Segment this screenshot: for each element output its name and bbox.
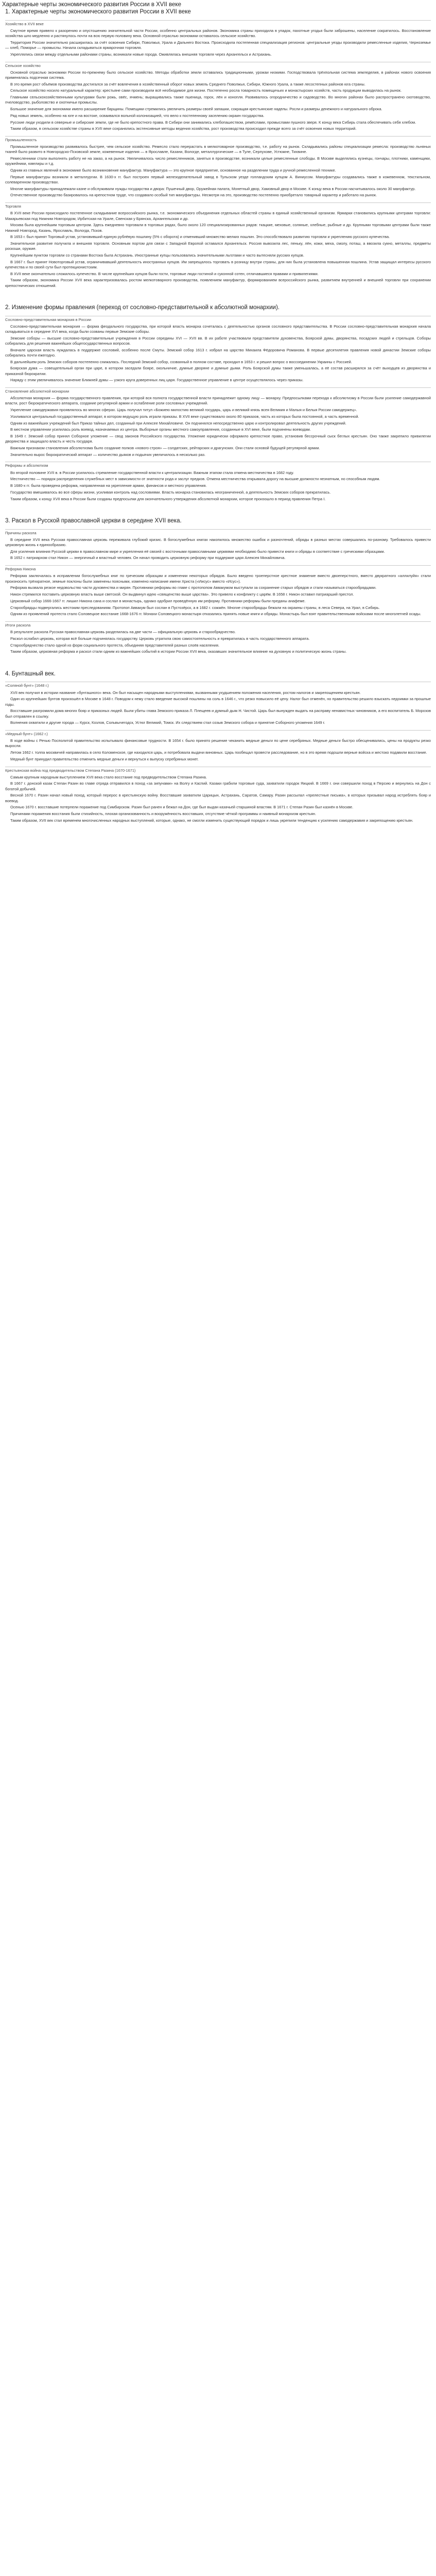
paragraph: Летом 1662 г. толпа москвичей направилась в село Коломенское, где находился царь, и потребовала выдачи виновных. Царь пообещал провести расследование, но в это время подошли верные войска и жестоко подавили восстание. [10,750,427,755]
section [5,767,431,828]
paragraph: Важным признаком становления абсолютизма было создание полков «нового строя» — солдатских, рейтарских и драгунских. Они стали основой будущей регулярной армии. [10,445,320,450]
paragraph: Местничество — порядок распределения служебных мест в зависимости от знатности рода и заслуг предков. Отмена местничества открывала дорогу на высшие должности незнатным, но способным людям. [10,477,380,482]
page-title: Характерные черты экономического развития России в XVII веке [2,2,181,8]
paragraph: Таким образом, церковная реформа и раскол стали одним из важнейших событий в истории России XVII века, оказавших значительное влияние на духовную и политическую жизнь страны. [10,649,347,654]
paragraph: Раскол ослабил церковь, которая всё больше подчинялась государству. Церковь утратила свою самостоятельность и превратилась в часть государственного аппарата. [10,636,310,641]
paragraph: Самым крупным народным выступлением XVII века стало восстание под предводительством Степана Разина. [10,774,207,779]
chapter-title: 3. Раскол в Русской православной церкви в середине XVII века. [5,518,182,524]
chapter-block [2,304,434,506]
paragraph: Крупнейшим пунктом торговли со странами Востока была Астрахань. Иностранные купцы пользовались значительными льготами и часто вытесняли русских купцов. [10,252,304,258]
section-heading: Сословно-представительная монархия в России [5,317,91,322]
paragraph: Одним из важнейших учреждений был Приказ тайных дел, созданный при Алексее Михайловиче. Он подчинялся непосредственно царю и контролировал деятельность других учреждений. [10,420,346,426]
paragraph: Вначале царская власть нуждалась в поддержке сословий, особенно после Смуты. Земский собор 1613 г. избрал на царство Михаила Фёдоровича Романова. В первые десятилетия правления новой династии Земские соборы собирались почти ежегодно. [5,347,431,358]
section [5,387,431,462]
paragraph: Весной 1670 г. Разин начал новый поход, который перерос в крестьянскую войну. Восставшие захватили Царицын, Астрахань, Саратов, Самару. Разин рассылал «прелестные письма», в которых призывал народ истреблять бояр и воевод. [5,793,431,803]
section [5,565,431,621]
section [5,529,431,566]
paragraph: В 1649 г. Земский собор принял Соборное уложение — свод законов Российского государства. Уложение юридически оформило крепостное право, установив бессрочный сыск беглых крестьян. Оно также закрепило привилегии дворянства и защищало власть и честь государя. [5,434,431,444]
paragraph: В середине XVII века Русская православная церковь переживала глубокий кризис. В богослужебных книгах накопилось множество ошибок и разночтений, обряды в разных местах совершались по-разному. Требовалось привести церковную жизнь к единообразию. [5,537,431,548]
paragraph: В это время рост объёмов производства достигался за счёт вовлечения в хозяйственный оборот новых земель Среднего Поволжья, Сибири, Южного Урала, а также лесостепных районов юга страны. [10,81,365,87]
paragraph: Большое значение для экономики имело расширение барщины. Помещики стремились увеличить размеры своей запашки, сокращая крестьянские наделы. Росли и размеры денежного и натурального оброка. [10,107,382,112]
paragraph: В XVII веке России происходило постепенное складывание всероссийского рынка, т.е. экономического объединения отдельных областей страны в единый хозяйственный организм. Ярмарки становились крупными центрами торговли: Макарьевская под Нижним Новгородом, Ирбитская на Урале, Свенская у Брянска, Архангельская и др. [5,211,431,221]
paragraph: В результате раскола Русская православная церковь разделилась на две части — официальную церковь и старообрядчество. [10,630,236,635]
chapter-title: 2. Изменение формы правления (переход от сословно-представительной к абсолютной монархии). [5,304,280,311]
section [5,62,431,136]
section-heading: Реформы и абсолютизм [5,463,48,468]
paragraph: Значительно вырос бюрократический аппарат — количество дьяков и подьячих увеличилось в несколько раз. [10,452,206,457]
paragraph: Ряд новых земель, особенно на юге и на востоке, осваивался вольной колонизацией, что вело к постепенному заселению окраин государства. [10,113,265,118]
paragraph: В 1680-х гг. была проведена реформа, направленная на укрепление армии, финансов и местного управления. [10,483,207,488]
paragraph: В дальнейшем роль Земских соборов постепенно снижалась. Последний Земский собор, созванный в полном составе, проходил в 1653 г. и решил вопрос о воссоединении Украины с Россией. [10,359,352,364]
section [5,682,431,730]
paragraph: Для усиления влияния Русской церкви в православном мире и укрепления её связей с восточными православными церквями необходимо было привести книги и обряды в соответствие с греческими образцами. [10,549,385,554]
section-heading: Реформа Никона [5,567,36,572]
section [5,462,431,506]
paragraph: Укрепление самодержавия проявлялось во многих сферах. Царь получал титул «Божиею милостию великий государь, царь и великий князь всея Великия и Малыя и Белыя России самодержец». [10,408,357,413]
paragraph: Во второй половине XVII в. в России усилилось стремление государственной власти к централизации. Важным этапом стала отмена местничества в 1682 году. [10,470,294,475]
paragraph: Многие мануфактуры принадлежали казне и обслуживали нужды государства и двора: Пушечный двор, Оружейная палата, Монетный двор, Хамовный двор в Москве. К концу века в России насчитывалось около 30 мануфактур. [10,186,416,191]
paragraph: Реформа вызвала резкое недовольство части духовенства и мирян. Противники реформы во главе с протопопом Аввакумом выступали за сохранение старых обрядов и стали называться старообрядцами. [10,585,377,590]
section-heading: «Медный бунт» (1662 г.) [5,731,48,736]
paragraph: Земские соборы — высшие сословно-представительные учреждения в России середины XVI — XVII вв. В их работе участвовали представители духовенства, Боярской думы, дворянства, посадских людей и стрельцов. Соборы собирались для решения важнейших общегосударственных вопросов. [5,335,431,346]
paragraph: В 1667 г. донской казак Степан Разин во главе отряда отправился в поход «за зипунами» на Волгу и Каспий. Казаки грабили торговые суда, захватили городок Яицкий. В 1669 г. они совершили поход в Персию и вернулись на Дон с богатой добычей. [5,781,431,791]
section [5,730,431,767]
paragraph: Территория России значительно расширилась за счёт освоения Сибири, Поволжья, Урала и Дальнего Востока. Происходила постепенная специализация регионов: центральные уезды производили ремесленные изделия, Черноземье — хлеб, Поморье — промыслы. Начала складываться ярмарочная торговля. [5,40,431,50]
section-heading: Итоги раскола [5,622,31,628]
paragraph: Старообрядцы подвергались жестоким преследованиям. Протопоп Аввакум был сослан в Пустозёрск, а в 1682 г. сожжён. Многие старообрядцы бежали на окраины страны, в леса Севера, на Урал, в Сибирь. [10,605,380,610]
paragraph: Медный бунт принудил правительство отменить медные деньги и вернуться к выпуску серебряных монет. [10,756,199,761]
paragraph: В местном управлении усилилась роль воевод, назначаемых из центра. Выборные органы местного самоуправления, созданные в XVI веке, были подчинены воеводам. [10,427,311,432]
paragraph: Никон стремился поставить церковную власть выше светской. Он выдвинул идею «священство выше царства». Это привело к конфликту с царём. В 1658 г. Никон оставил патриарший престол. [10,592,354,597]
paragraph: Промышленное производство развивалось быстрее, чем сельское хозяйство. Ремесло стало перерастать в мелкотоварное производство, т.е. работу на рынок. Складывались районы специализации ремесла: производство льняных тканей было развито в Новгородско-Псковской земле, кожевенные изделия — в Ярославле, Казани, Вологде, металлургические — в Туле, Серпухове, Устюжне, Тихвине. [5,144,431,155]
paragraph: Причинами поражения восстания были стихийность, плохая организованность и вооружённость восставших, отсутствие чёткой программы и наивный монархизм крестьян. [10,811,317,817]
chapter-title: 1. Характерные черты экономического развития России в XVII веке [5,9,191,15]
paragraph: Усиливался центральный государственный аппарат, в котором ведущую роль играли приказы. В XVII веке существовало около 80 приказов, часть из которых была постоянной, а часть временной. [10,414,359,419]
paragraph: Одним из проявлений протеста стало Соловецкое восстание 1668-1676 гг. Монахи Соловецкого монастыря отказались принять новые книги и обряды. Монастырь был взят правительственными войсками после многолетней осады. [10,612,422,617]
section-heading: Причины раскола [5,530,37,535]
paragraph: Осенью 1670 г. восставшие потерпели поражение под Симбирском. Разин был ранен и бежал на Дон, где был выдан казачьей старшиной властям. В 1671 г. Степан Разин был казнён в Москве. [10,805,354,810]
paragraph: Москва была крупнейшим торговым центром. Здесь ежедневно торговали в торговых рядах, было около 120 специализированных рядов: ткацкие, меховые, соляные, хлебные, рыбные и др. Крупными торговыми центрами были также Нижний Новгород, Казань, Ярославль, Вологда, Псков. [5,223,431,233]
section-heading: Торговля [5,204,21,209]
paragraph: Таким образом, экономика России XVII века характеризовалась ростом мелкотоварного производства, появлением мануфактур, формированием всероссийского рынка, развитием внутренней и внешней торговли при сохранении крепостнических отношений. [5,278,431,288]
paragraph: В 1667 г. был принят Новоторговый устав, ограничивавший деятельность иностранных купцов. Им запрещалось торговать в розницу внутри страны, для них была установлена повышенная пошлина. Устав защищал интересы русского купечества и по своей сути был протекционистским. [5,259,431,269]
paragraph: Один из крупнейших бунтов произошёл в Москве в 1648 г. Поводом к нему стало введение высокой пошлины на соль в 1646 г., что резко повысило её цену. Налог был отменён, но правительство решило взыскать недоимки за прошлые годы. [5,697,431,707]
section-heading: Становление абсолютной монархии [5,389,69,394]
paragraph: Волнения охватили и другие города — Курск, Козлов, Сольвычегодск, Устюг Великий, Томск. Их следствием стал созыв Земского собора и принятие Соборного уложения 1649 г. [10,720,325,725]
paragraph: В ходе войны с Речью Посполитой правительство испытывало финансовые трудности. В 1654 г. было принято решение чеканить медные деньги по цене серебряных. Медные деньги быстро обесценивались, цены на продукты резко выросли. [5,738,431,749]
paragraph: Реформа заключалась в исправлении богослужебных книг по греческим образцам и изменении некоторых обрядов. Было введено троеперстное крестное знамение вместо двоеперстного, вместо двукратного «аллилуйя» стали произносить трёхкратное, земные поклоны были заменены поясными, изменено написание имени Христа («Иисус» вместо «Исус»). [5,573,431,584]
paragraph: XVII век получил в истории название «бунташного» века. Он был насыщен народными выступлениями, вызванными ухудшением положения населения, ростом налогов и закрепощением крестьян. [10,690,361,695]
paragraph: Таким образом, в сельском хозяйстве страны в XVII веке сохранялись экстенсивные методы ведения хозяйства, рост производства происходил прежде всего за счёт освоения новых территорий. [10,126,357,131]
paragraph: Боярская дума — совещательный орган при царе, в котором заседали бояре, окольничие, думные дворяне и думные дьяки. Роль Боярской думы также уменьшалась, а её состав расширялся за счёт выходцев из дворянства и приказной бюрократии. [5,366,431,376]
chapter-title: 4. Бунташный век. [5,671,56,677]
section [5,136,431,202]
paragraph: В 1653 г. был принят Торговый устав, установивший единую рублёвую пошлину (5% с оборота) и отменивший множество мелких пошлин. Это способствовало развитию торговли и укреплению русского купечества. [10,234,390,240]
paragraph: Ремесленники стали выполнять работу не на заказ, а на рынок. Увеличивалось число ремесленников, занятых в производстве, возникали целые ремесленные слободы. В Москве выделялись кузнецы, гончары, плотники, каменщики, оружейники, ювелиры и т.д. [5,156,431,166]
paragraph: Сельское хозяйство носило натуральный характер: крестьяне сами производили всё необходимое для жизни. Постепенно росла товарность помещичьих и монастырских хозяйств, часть продукции выводилась на рынок. [10,88,402,93]
paragraph: Основной отраслью экономики России по-прежнему было сельское хозяйство. Методы обработки земли оставались традиционными, урожаи низкими. Господствовала трёхпольная система земледелия, в районах нового освоения применялась подсечная система. [5,70,431,80]
paragraph: Укреплялись связи между отдельными районами страны, возникали новые города. Оживлялась внешняя торговля через Архангельск и Астрахань. [10,52,272,57]
section-heading: Крестьянская война под предводительством Степана Разина (1670-1671) [5,768,136,773]
chapter-block [2,517,434,659]
section-heading: Хозяйство в XVII веке [5,21,44,26]
paragraph: Восставшие разгромили дома многих бояр и приказных людей. Были убиты глава Земского приказа Л. Плещеев и думный дьяк Н. Чистой. Царь был вынужден выдать на расправу ненавистных чиновников, а его воспитатель Б. Морозов был отправлен в ссылку. [5,708,431,719]
paragraph: Первые мануфактуры возникли в металлургии. В 1630-х гг. был построен первый железоделательный завод в Тульском уезде голландским купцом А. Виниусом. Мануфактуры создавались также в кожевенном, текстильном, солеваренном производствах. [5,174,431,184]
section [5,621,431,659]
section-heading: «Соляной бунт» (1648 г.) [5,683,49,688]
paragraph: Таким образом, к концу XVII века в России были созданы предпосылки для окончательного утверждения абсолютной монархии, которое произошло в период правления Петра I. [10,496,326,501]
chapter-block [2,670,434,827]
paragraph: Наряду с этим увеличивалось значение Ближней думы — узкого круга доверенных лиц царя. Государственное управление в центре осуществлялось через приказы. [10,378,304,383]
chapter-block [2,8,434,293]
paragraph: Одним из главных явлений в экономике было возникновение мануфактур. Мануфактура — это крупное предприятие, основанное на разделении труда и ручной ремесленной технике. [10,168,336,173]
section [5,316,431,387]
paragraph: Русские люди уходили в северные и сибирские земли, где не было крепостного права. В Сибири они занимались хлебопашеством, ремёслами, промыслами пушного зверя. К концу века Сибирь стала обеспечивать себя хлебом. [10,120,416,125]
paragraph: Старообрядчество стало одной из форм социального протеста, объединяя представителей разных слоёв населения. [10,642,220,648]
section [5,20,431,62]
section [5,202,431,293]
document-page [0,0,436,828]
paragraph: Отечественное производство базировалось на крепостном труде, что создавало особый тип мануфактуры. Несмотря на это, производство постепенно приобретало товарный характер и работало на рынок. [10,193,377,198]
chapters-container [2,8,434,827]
paragraph: Абсолютная монархия — форма государственного правления, при которой вся полнота государственной власти принадлежит одному лицу — монарху. Предпосылками перехода к абсолютизму в России были усиление самодержавной власти, рост бюрократического аппарата, создание регулярной армии и ослабление роли сословных учреждений. [5,396,431,406]
paragraph: Главными сельскохозяйственными культурами были рожь, овёс, ячмень; выращивались также пшеница, горох, лён и конопля. Развивалось огородничество и садоводство. Во многих районах было распространено скотоводство, пчеловодство, рыболовство и охотничьи промыслы. [5,95,431,105]
section-heading: Промышленность [5,137,37,142]
paragraph: В XVII веке окончательно сложилось купечество. В числе крупнейших купцов были гости, торговые люди гостиной и суконной сотен, отличавшиеся правами и привилегиями. [10,271,319,276]
paragraph: Сословно-представительная монархия — форма феодального государства, при которой власть монарха сочеталась с деятельностью органов сословного представительства. В России сословно-представительная монархия начала складываться в середине XVI века, когда были созваны первые Земские соборы. [5,324,431,334]
paragraph: Смутное время привело к разорению и опустошению значительной части России, особенно центральных районов. Экономика страны приходила в упадок, пахотные угодья были заброшены, население сократилось. Восстановление хозяйства шло медленно и растянулось почти на всю первую половину века. Основной отраслью экономики оставалось сельское хозяйство. [5,28,431,39]
paragraph: Государство вмешивалось во все сферы жизни, усиливая контроль над сословиями. Власть монарха становилась неограниченной, а деятельность Земских соборов прекратилась. [10,489,331,495]
paragraph: Церковный собор 1666-1667 гг. лишил Никона сана и сослал в монастырь, однако одобрил проведённую им реформу. Противники реформы были преданы анафеме. [10,598,306,603]
section-heading: Сельское хозяйство [5,63,41,68]
paragraph: Значительное развитие получила и внешняя торговля. Основным портом для связи с Западной Европой оставался Архангельск. Россия вывозила лес, пеньку, лён, кожи, меха, смолу, поташ, а ввозила сукно, металлы, предметы роскоши, оружие. [5,241,431,251]
paragraph: В 1652 г. патриархом стал Никон — энергичный и властный человек. Он начал проводить церковную реформу при поддержке царя Алексея Михайловича. [10,555,286,561]
paragraph: Таким образом, XVII век стал временем многочисленных народных выступлений, которые, однако, не смогли изменить существующий порядок и лишь укрепили тенденцию к усилению самодержавия и закрепощению крестьян. [10,818,413,823]
